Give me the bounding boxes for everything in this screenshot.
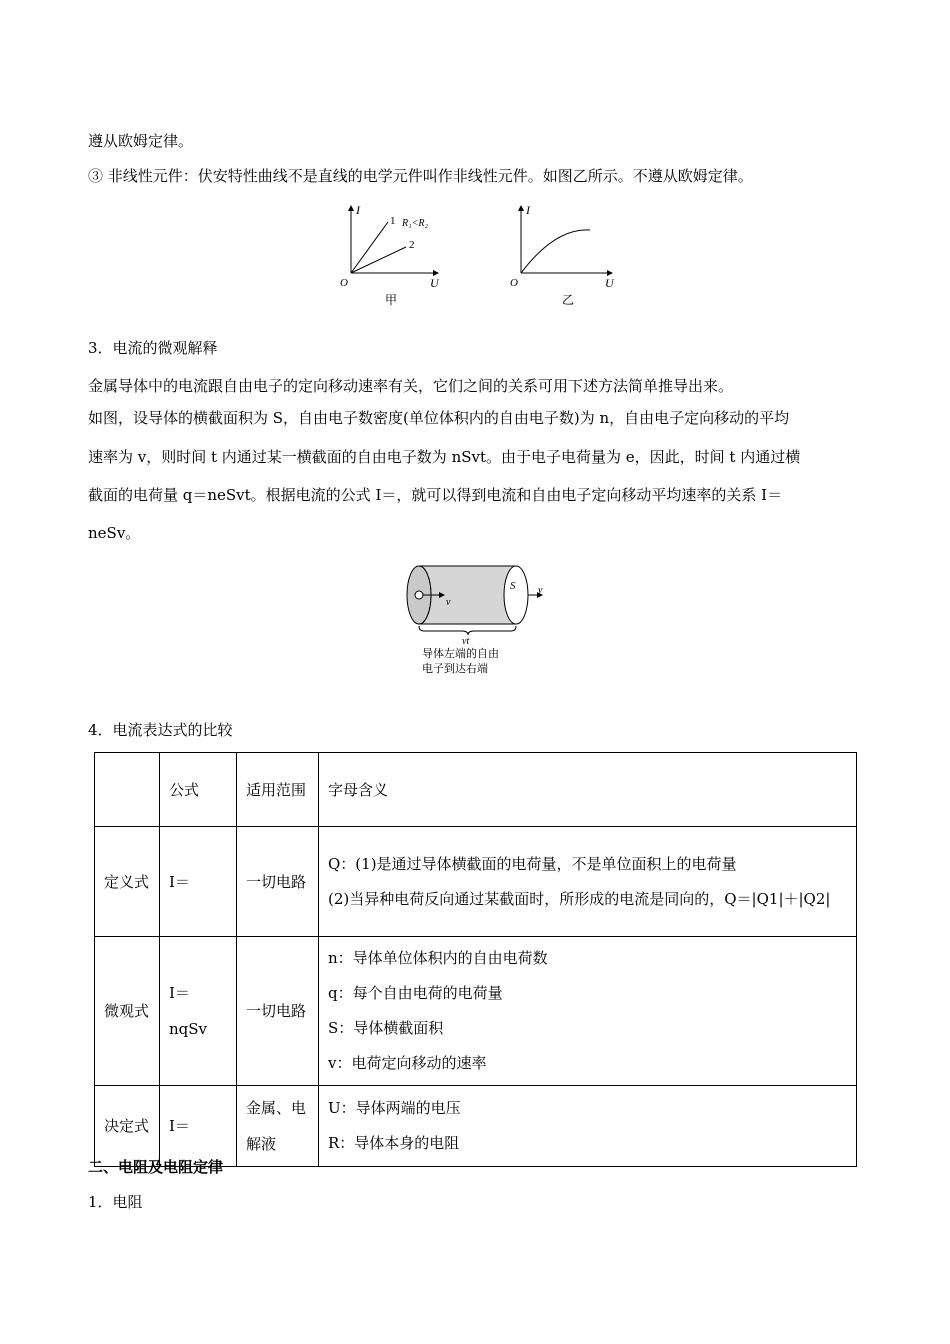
x-axis-label: U xyxy=(430,276,439,290)
origin-label: O xyxy=(340,277,348,289)
caption-line-1: 导体左端的自由 xyxy=(422,648,499,660)
row-scope: 一切电路 xyxy=(237,827,319,937)
meaning-line: R：导体本身的电阻 xyxy=(328,1134,460,1152)
row-scope: 金属、电解液 xyxy=(237,1086,319,1167)
table-row xyxy=(95,827,857,937)
heading-current-expressions: 4．电流表达式的比较 xyxy=(88,721,233,739)
electron xyxy=(415,591,423,599)
label-v-inner: v xyxy=(446,597,451,608)
graph-yi xyxy=(510,203,615,307)
heading-micro-explanation: 3．电流的微观解释 xyxy=(88,339,218,357)
paragraph-derivation-1: 如图，设导体的横截面积为 S，自由电子数密度(单位体积内的自由电子数)为 n，自由电子定向移动的平均 xyxy=(88,409,790,427)
iu-curves-figure xyxy=(330,200,630,312)
meaning-line: (2)当异种电荷反向通过某截面时，所形成的电流是同向的，Q＝|Q1|＋|Q2| xyxy=(328,889,831,908)
heading-resistance: 1．电阻 xyxy=(88,1193,143,1211)
vt-brace xyxy=(419,626,516,635)
line-2-label: 2 xyxy=(409,239,415,251)
current-expression-table xyxy=(94,752,857,1167)
graph-jia xyxy=(340,203,440,307)
row-meaning xyxy=(319,827,857,937)
row-formula: I＝ xyxy=(160,1086,237,1167)
line-1-label: 1 xyxy=(390,215,396,227)
header-cell: 适用范围 xyxy=(237,753,319,827)
line-1 xyxy=(351,222,388,273)
row-name: 定义式 xyxy=(95,827,160,937)
label-v-outer: v xyxy=(538,585,543,596)
label-vt: vt xyxy=(462,636,470,647)
origin-label: O xyxy=(510,277,518,289)
paragraph-intro: 金属导体中的电流跟自由电子的定向移动速率有关，它们之间的关系可用下述方法简单推导出来。 xyxy=(88,377,734,395)
row-scope: 一切电路 xyxy=(237,937,319,1086)
meaning-line: q：每个自由电荷的电荷量 xyxy=(328,984,503,1002)
meaning-line: S：导体横截面积 xyxy=(328,1019,444,1037)
nonlinear-curve xyxy=(521,230,590,273)
paragraph-derivation-2: 速率为 v，则时间 t 内通过某一横截面的自由电子数为 nSvt。由于电子电荷量为 e，因此，时间 t 内通过横 xyxy=(88,448,801,466)
caption-line-2: 电子到达右端 xyxy=(422,663,488,675)
row-meaning xyxy=(319,1086,857,1167)
table-header-row xyxy=(95,753,857,827)
header-cell: 公式 xyxy=(160,753,237,827)
row-name: 微观式 xyxy=(95,937,160,1086)
header-cell: 字母含义 xyxy=(319,753,857,827)
meaning-line: Q：(1)是通过导体横截面的电荷量，不是单位面积上的电荷量 xyxy=(328,854,737,873)
meaning-line: n：导体单位体积内的自由电荷数 xyxy=(328,949,548,967)
heading-resistance-law: 二、电阻及电阻定律 xyxy=(88,1158,224,1176)
label-S: S xyxy=(510,580,516,592)
resistance-relation: R₁<R₂ xyxy=(402,218,428,229)
paragraph-ohm-law-end: 遵从欧姆定律。 xyxy=(88,132,194,150)
table-row xyxy=(95,937,857,1086)
caption-jia: 甲 xyxy=(385,293,398,307)
header-cell xyxy=(95,753,160,827)
cylinder-right-face xyxy=(504,566,528,624)
paragraph-nonlinear-element: ③ 非线性元件：伏安特性曲线不是直线的电学元件叫作非线性元件。如图乙所示。不遵从欧姆定律。 xyxy=(88,167,753,185)
meaning-line: U：导体两端的电压 xyxy=(328,1099,461,1117)
row-formula: I＝ xyxy=(160,827,237,937)
meaning-line: v：电荷定向移动的速率 xyxy=(328,1054,487,1072)
line-2 xyxy=(351,247,406,273)
row-meaning xyxy=(319,937,857,1086)
x-axis-label: U xyxy=(605,276,614,290)
conductor-cylinder-figure xyxy=(398,562,558,682)
y-axis-label: I xyxy=(356,203,360,217)
paragraph-derivation-3: 截面的电荷量 q＝neSvt。根据电流的公式 I＝，就可以得到电流和自由电子定向移动平均速率的关系 I＝ xyxy=(88,486,783,504)
y-axis-label: I xyxy=(526,203,530,217)
row-name: 决定式 xyxy=(95,1086,160,1167)
paragraph-derivation-4: neSv。 xyxy=(88,524,141,542)
table-row xyxy=(95,1086,857,1167)
row-formula: I＝nqSv xyxy=(160,937,237,1086)
caption-yi: 乙 xyxy=(562,293,575,307)
